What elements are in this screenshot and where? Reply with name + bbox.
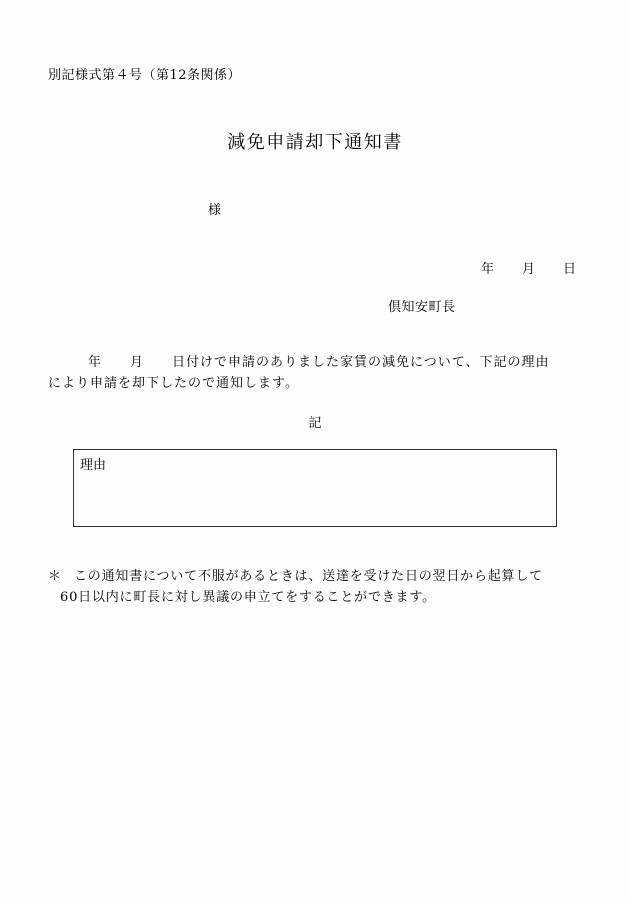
appeal-note	[48, 566, 588, 608]
notice-body	[48, 352, 584, 394]
asterisk-mark: ＊	[48, 569, 62, 584]
notice-body-line-1	[48, 352, 584, 373]
body-line-1-text: 日付けで申請のありました家賃の減免について、下記の理由	[172, 355, 550, 370]
appeal-note-text-1: この通知書について不服があるときは、送達を受けた日の翌日から起算して	[74, 569, 543, 584]
appeal-note-line-1	[48, 566, 588, 587]
ki-heading: 記	[308, 416, 322, 431]
date-month: 月	[521, 262, 535, 277]
date-year: 年	[480, 262, 494, 277]
form-number: 別記様式第４号（第12条関係）	[48, 68, 242, 83]
appeal-note-text-2: 60日以内に町長に対し異議の申立てをすることができます。	[60, 590, 436, 605]
recipient-suffix: 様	[208, 203, 222, 218]
issuer-name: 倶知安町長	[388, 300, 456, 315]
body-month: 月	[130, 355, 145, 370]
reason-label: 理由	[80, 458, 107, 473]
reason-box	[73, 449, 557, 527]
body-year: 年	[88, 355, 103, 370]
notice-body-line-2: により申請を却下したので通知します。	[48, 376, 299, 391]
date-day: 日	[562, 262, 576, 277]
issue-date	[481, 258, 576, 277]
appeal-note-line-2	[48, 587, 588, 608]
document-title: 減免申請却下通知書	[227, 132, 403, 153]
